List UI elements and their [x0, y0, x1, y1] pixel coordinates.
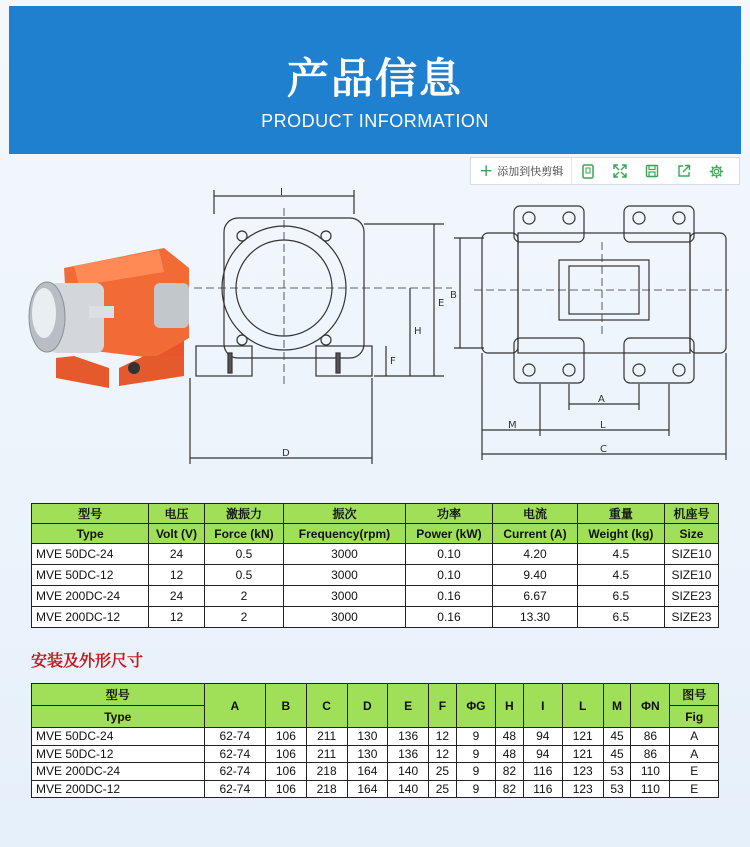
phone-icon[interactable]: [572, 158, 604, 184]
table-cell: 62-74: [204, 763, 265, 781]
table-cell: 218: [306, 763, 347, 781]
spec-header-cn: 重量: [577, 504, 664, 524]
table-row: [32, 728, 719, 746]
dim-label-h: H: [414, 326, 422, 337]
dim-header-col: A: [204, 684, 265, 728]
motor-product-image: [29, 248, 189, 388]
table-cell: MVE 50DC-12: [32, 565, 149, 586]
table-row: [32, 607, 719, 628]
spec-header-en: Size: [664, 524, 718, 544]
spec-header-en: Volt (V): [149, 524, 204, 544]
table-cell: MVE 50DC-12: [32, 745, 205, 763]
table-cell: 9: [456, 763, 495, 781]
table-cell: 6.5: [577, 607, 664, 628]
table-cell: 9: [456, 780, 495, 798]
table-cell: 211: [306, 728, 347, 746]
table-cell: MVE 200DC-24: [32, 586, 149, 607]
dim-label-l: L: [600, 420, 606, 431]
dim-header-col: H: [495, 684, 523, 728]
table-cell: MVE 50DC-24: [32, 728, 205, 746]
table-cell: SIZE10: [664, 565, 718, 586]
table-cell: 3000: [284, 565, 406, 586]
table-cell: 0.16: [405, 586, 492, 607]
table-cell: 12: [429, 728, 457, 746]
spec-table: [31, 503, 719, 628]
spec-header-cn: 振次: [284, 504, 406, 524]
dim-label-c: C: [600, 444, 607, 455]
side-view: [454, 206, 729, 460]
table-cell: 106: [266, 745, 307, 763]
table-cell: 6.67: [493, 586, 578, 607]
clip-toolbar: [470, 157, 740, 185]
table-cell: E: [670, 780, 719, 798]
dim-label-i: I: [280, 188, 283, 198]
table-cell: 9: [456, 745, 495, 763]
dim-header-col: B: [266, 684, 307, 728]
spec-header-en: Frequency(rpm): [284, 524, 406, 544]
table-cell: 0.5: [204, 565, 283, 586]
table-cell: 0.16: [405, 607, 492, 628]
table-cell: 136: [388, 745, 429, 763]
table-cell: 123: [562, 780, 603, 798]
table-cell: 25: [429, 763, 457, 781]
table-cell: 110: [631, 780, 670, 798]
table-cell: 53: [603, 763, 631, 781]
table-cell: 12: [149, 607, 204, 628]
table-cell: 82: [495, 780, 523, 798]
table-cell: 116: [523, 763, 562, 781]
dim-header-col: C: [306, 684, 347, 728]
table-cell: 164: [347, 763, 388, 781]
table-cell: 106: [266, 780, 307, 798]
dim-label-a: A: [598, 394, 605, 405]
table-cell: SIZE23: [664, 607, 718, 628]
spec-header-en-row: [32, 524, 719, 544]
dim-label-d: D: [282, 448, 290, 459]
page-subtitle: PRODUCT INFORMATION: [261, 111, 489, 131]
plus-icon: +: [479, 160, 494, 181]
table-cell: 6.5: [577, 586, 664, 607]
table-cell: 0.5: [204, 544, 283, 565]
spec-header-cn: 激振力: [204, 504, 283, 524]
table-cell: 110: [631, 763, 670, 781]
table-cell: 24: [149, 586, 204, 607]
table-cell: 3000: [284, 607, 406, 628]
table-cell: 12: [149, 565, 204, 586]
table-cell: 4.20: [493, 544, 578, 565]
dim-header-col: E: [388, 684, 429, 728]
dim-label-m: M: [508, 420, 517, 431]
dimension-section-title: 安装及外形尺寸: [31, 651, 144, 670]
add-to-clip-button[interactable]: [471, 158, 572, 184]
table-cell: 9.40: [493, 565, 578, 586]
table-row: [32, 780, 719, 798]
table-cell: 4.5: [577, 565, 664, 586]
front-view: [190, 190, 452, 464]
table-cell: 25: [429, 780, 457, 798]
settings-icon[interactable]: [700, 158, 732, 184]
table-cell: 48: [495, 745, 523, 763]
table-cell: 140: [388, 780, 429, 798]
table-cell: MVE 200DC-12: [32, 607, 149, 628]
dimension-table: [31, 683, 719, 798]
share-icon[interactable]: [668, 158, 700, 184]
table-cell: 211: [306, 745, 347, 763]
table-cell: 48: [495, 728, 523, 746]
table-cell: 0.10: [405, 544, 492, 565]
technical-drawing: [14, 188, 736, 468]
save-icon[interactable]: [636, 158, 668, 184]
spec-header-cn-row: [32, 504, 719, 524]
spec-header-cn: 电流: [493, 504, 578, 524]
table-cell: 2: [204, 607, 283, 628]
table-cell: 4.5: [577, 544, 664, 565]
table-cell: 136: [388, 728, 429, 746]
dim-header-col: L: [562, 684, 603, 728]
spec-header-en: Type: [32, 524, 149, 544]
table-cell: MVE 50DC-24: [32, 544, 149, 565]
dim-header-col: D: [347, 684, 388, 728]
dim-header-fig-cn: 图号: [670, 684, 719, 706]
table-cell: 24: [149, 544, 204, 565]
table-cell: MVE 200DC-12: [32, 780, 205, 798]
dim-label-f: F: [390, 356, 396, 367]
table-cell: 94: [523, 728, 562, 746]
table-cell: 2: [204, 586, 283, 607]
table-cell: 3000: [284, 544, 406, 565]
table-cell: SIZE10: [664, 544, 718, 565]
dim-header-type-en: Type: [32, 706, 205, 728]
table-cell: A: [670, 728, 719, 746]
expand-icon[interactable]: [604, 158, 636, 184]
table-cell: 116: [523, 780, 562, 798]
spec-header-en: Weight (kg): [577, 524, 664, 544]
table-row: [32, 544, 719, 565]
table-cell: 62-74: [204, 728, 265, 746]
dim-header-col: F: [429, 684, 457, 728]
dim-header-col: ΦG: [456, 684, 495, 728]
table-cell: 13.30: [493, 607, 578, 628]
spec-header-cn: 型号: [32, 504, 149, 524]
table-cell: 62-74: [204, 780, 265, 798]
spec-header-en: Force (kN): [204, 524, 283, 544]
table-cell: 86: [631, 745, 670, 763]
table-row: [32, 586, 719, 607]
table-cell: 140: [388, 763, 429, 781]
table-cell: 130: [347, 745, 388, 763]
dim-label-b: B: [450, 290, 457, 301]
spec-header-en: Power (kW): [405, 524, 492, 544]
table-cell: 123: [562, 763, 603, 781]
table-cell: 94: [523, 745, 562, 763]
dim-header-col: I: [523, 684, 562, 728]
table-cell: 218: [306, 780, 347, 798]
spec-header-cn: 电压: [149, 504, 204, 524]
table-cell: 106: [266, 728, 307, 746]
table-cell: SIZE23: [664, 586, 718, 607]
page-title: 产品信息: [286, 54, 463, 103]
table-cell: 12: [429, 745, 457, 763]
spec-header-cn: 功率: [405, 504, 492, 524]
table-cell: 53: [603, 780, 631, 798]
table-cell: 164: [347, 780, 388, 798]
table-row: [32, 565, 719, 586]
dim-header-col: ΦN: [631, 684, 670, 728]
spec-header-cn: 机座号: [664, 504, 718, 524]
table-cell: 3000: [284, 586, 406, 607]
table-cell: 62-74: [204, 745, 265, 763]
header-banner: [9, 6, 741, 154]
dim-header-col: M: [603, 684, 631, 728]
spec-header-en: Current (A): [493, 524, 578, 544]
table-cell: 9: [456, 728, 495, 746]
dim-header-row: [32, 684, 719, 706]
table-cell: 82: [495, 763, 523, 781]
table-cell: 45: [603, 728, 631, 746]
table-cell: 0.10: [405, 565, 492, 586]
table-cell: 106: [266, 763, 307, 781]
dim-header-fig-en: Fig: [670, 706, 719, 728]
table-cell: E: [670, 763, 719, 781]
table-cell: 45: [603, 745, 631, 763]
add-to-clip-label: 添加到快剪辑: [497, 165, 564, 178]
table-cell: A: [670, 745, 719, 763]
table-cell: 86: [631, 728, 670, 746]
dim-header-type-cn: 型号: [32, 684, 205, 706]
table-cell: MVE 200DC-24: [32, 763, 205, 781]
dim-label-e: E: [438, 298, 445, 309]
table-row: [32, 763, 719, 781]
table-cell: 121: [562, 728, 603, 746]
table-row: [32, 745, 719, 763]
table-cell: 130: [347, 728, 388, 746]
table-cell: 121: [562, 745, 603, 763]
